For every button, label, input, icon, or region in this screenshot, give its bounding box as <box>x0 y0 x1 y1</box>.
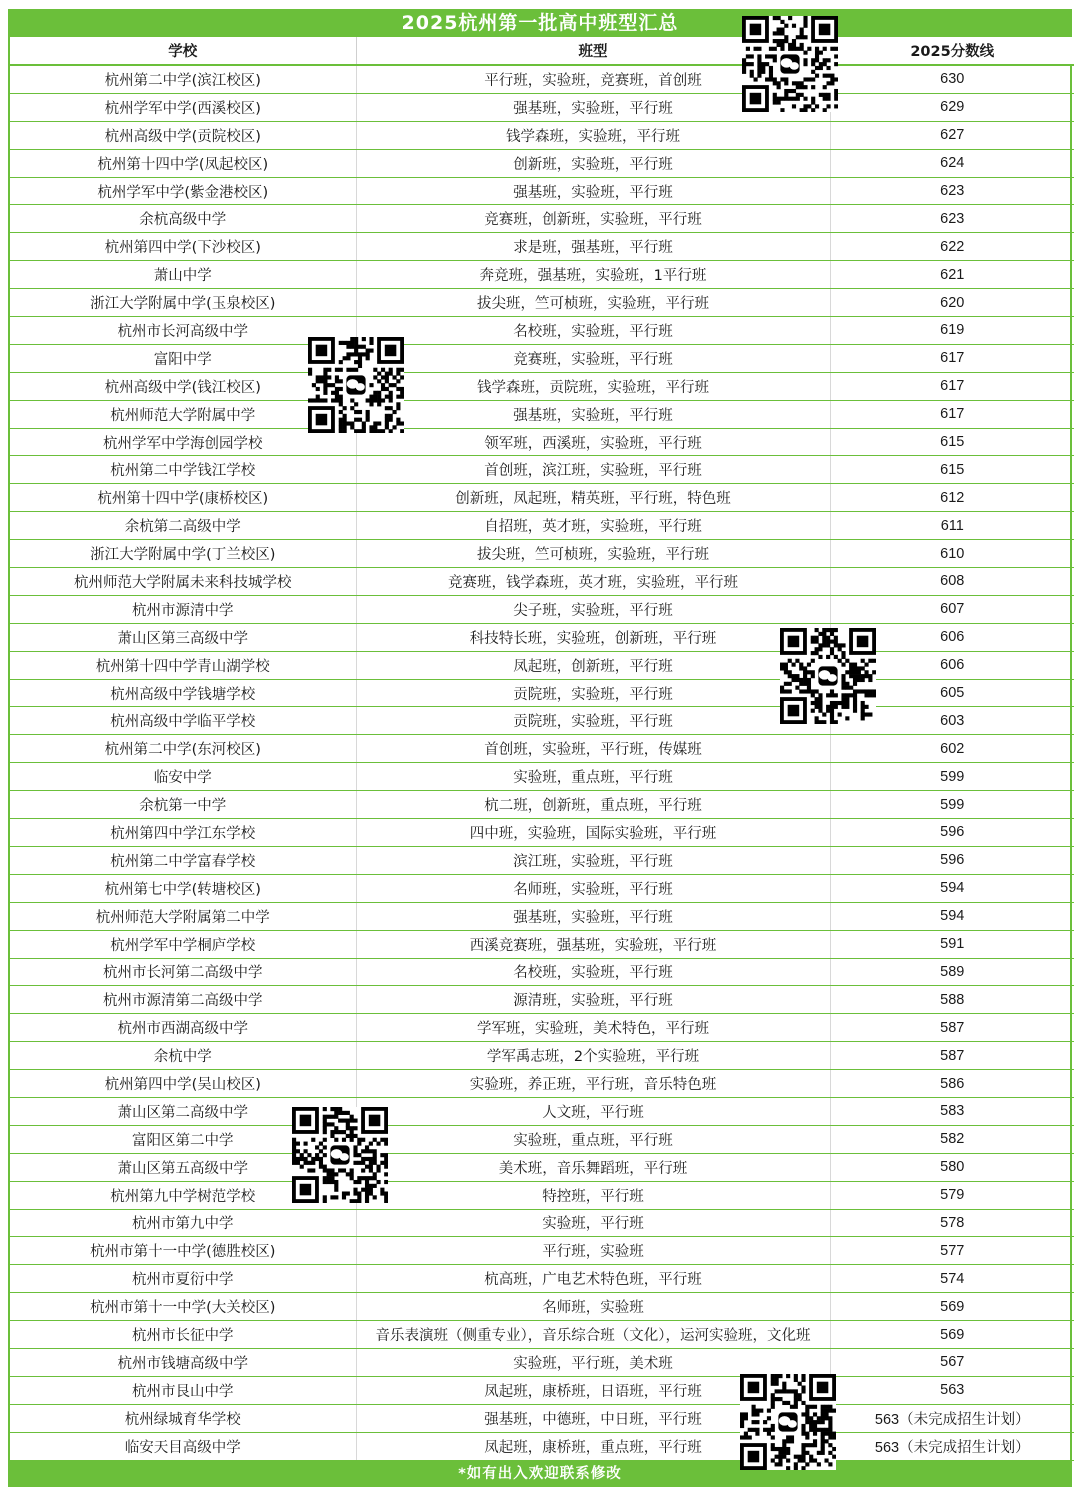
wechat-qr-icon <box>308 337 404 433</box>
class-type-cell: 名师班，实验班 <box>356 1293 830 1321</box>
table-row <box>10 1237 1074 1265</box>
school-name-cell: 萧山区第五高级中学 <box>10 1153 356 1181</box>
table-row <box>10 177 1074 205</box>
class-type-cell: 实验班，养正班，平行班，音乐特色班 <box>356 1070 830 1098</box>
score-line-cell: 617 <box>830 400 1074 428</box>
class-type-cell: 首创班，滨江班，实验班，平行班 <box>356 456 830 484</box>
table-row <box>10 1348 1074 1376</box>
wechat-qr-icon <box>780 628 876 724</box>
table-row <box>10 400 1074 428</box>
school-name-cell: 杭州师范大学附属未来科技城学校 <box>10 568 356 596</box>
table-row <box>10 93 1074 121</box>
table-row <box>10 1209 1074 1237</box>
class-type-cell: 拔尖班，竺可桢班，实验班，平行班 <box>356 289 830 317</box>
score-line-cell: 563（未完成招生计划） <box>830 1432 1074 1460</box>
page-title: 2025杭州第一批高中班型汇总 <box>8 9 1072 37</box>
class-type-cell: 强基班，实验班，平行班 <box>356 93 830 121</box>
score-line-cell: 589 <box>830 958 1074 986</box>
class-type-cell: 竞赛班，钱学森班，英才班，实验班，平行班 <box>356 568 830 596</box>
score-line-cell: 587 <box>830 1042 1074 1070</box>
score-line-cell: 596 <box>830 846 1074 874</box>
class-type-cell: 强基班，实验班，平行班 <box>356 400 830 428</box>
summary-sheet <box>8 9 1072 1487</box>
score-line-cell: 607 <box>830 595 1074 623</box>
score-line-cell: 623 <box>830 177 1074 205</box>
table-row <box>10 679 1074 707</box>
school-name-cell: 萧山中学 <box>10 261 356 289</box>
school-name-cell: 杭州市西湖高级中学 <box>10 1014 356 1042</box>
header-row <box>10 37 1074 65</box>
table-row <box>10 1153 1074 1181</box>
score-line-cell: 624 <box>830 149 1074 177</box>
table-row <box>10 540 1074 568</box>
class-type-cell: 拔尖班，竺可桢班，实验班，平行班 <box>356 540 830 568</box>
table-row <box>10 568 1074 596</box>
score-line-cell: 587 <box>830 1014 1074 1042</box>
table-row <box>10 707 1074 735</box>
table-row <box>10 65 1074 93</box>
school-name-cell: 杭州第七中学(转塘校区) <box>10 874 356 902</box>
table-row <box>10 121 1074 149</box>
class-type-cell: 自招班，英才班，实验班，平行班 <box>356 512 830 540</box>
school-name-cell: 临安天目高级中学 <box>10 1432 356 1460</box>
class-type-cell: 杭高班，广电艺术特色班，平行班 <box>356 1265 830 1293</box>
class-type-cell: 实验班，平行班，美术班 <box>356 1348 830 1376</box>
score-line-cell: 579 <box>830 1181 1074 1209</box>
class-type-cell: 竞赛班，创新班，实验班，平行班 <box>356 205 830 233</box>
school-name-cell: 杭州第四中学(吴山校区) <box>10 1070 356 1098</box>
score-line-cell: 605 <box>830 679 1074 707</box>
table-row <box>10 874 1074 902</box>
table-row <box>10 930 1074 958</box>
class-type-cell: 名校班，实验班，平行班 <box>356 958 830 986</box>
class-type-cell: 音乐表演班（侧重专业），音乐综合班（文化），运河实验班，文化班 <box>356 1321 830 1349</box>
table-row <box>10 289 1074 317</box>
school-name-cell: 杭州第十四中学(凤起校区) <box>10 149 356 177</box>
score-line-cell: 630 <box>830 65 1074 93</box>
score-line-cell: 611 <box>830 512 1074 540</box>
school-name-cell: 杭州第二中学钱江学校 <box>10 456 356 484</box>
score-line-cell: 594 <box>830 902 1074 930</box>
table-row <box>10 344 1074 372</box>
school-name-cell: 杭州市长征中学 <box>10 1321 356 1349</box>
school-name-cell: 杭州第二中学富春学校 <box>10 846 356 874</box>
school-name-cell: 萧山区第三高级中学 <box>10 623 356 651</box>
class-type-cell: 竞赛班，实验班，平行班 <box>356 344 830 372</box>
class-type-cell: 尖子班，实验班，平行班 <box>356 595 830 623</box>
class-type-cell: 钱学森班，贡院班，实验班，平行班 <box>356 372 830 400</box>
table-row <box>10 205 1074 233</box>
table-row <box>10 484 1074 512</box>
class-type-cell: 凤起班，康桥班，重点班，平行班 <box>356 1432 830 1460</box>
school-name-cell: 杭州第二中学(滨江校区) <box>10 65 356 93</box>
class-type-cell: 奔竞班，强基班，实验班，1平行班 <box>356 261 830 289</box>
class-type-cell: 凤起班，康桥班，日语班，平行班 <box>356 1376 830 1404</box>
school-name-cell: 杭州市源清第二高级中学 <box>10 986 356 1014</box>
class-type-cell: 实验班，重点班，平行班 <box>356 1125 830 1153</box>
score-line-cell: 588 <box>830 986 1074 1014</box>
table-body <box>10 65 1074 1460</box>
score-line-cell: 563 <box>830 1376 1074 1404</box>
score-line-cell: 627 <box>830 121 1074 149</box>
school-name-cell: 浙江大学附属中学(丁兰校区) <box>10 540 356 568</box>
score-line-cell: 621 <box>830 261 1074 289</box>
table-row <box>10 428 1074 456</box>
school-name-cell: 杭州学军中学海创园学校 <box>10 428 356 456</box>
table-row <box>10 317 1074 345</box>
class-type-cell: 求是班，强基班，平行班 <box>356 233 830 261</box>
score-line-cell: 586 <box>830 1070 1074 1098</box>
wechat-qr-icon <box>292 1107 388 1203</box>
score-line-cell: 577 <box>830 1237 1074 1265</box>
header-class-type: 班型 <box>356 37 830 65</box>
score-line-cell: 623 <box>830 205 1074 233</box>
score-line-cell: 563（未完成招生计划） <box>830 1404 1074 1432</box>
school-name-cell: 杭州高级中学(贡院校区) <box>10 121 356 149</box>
class-type-cell: 滨江班，实验班，平行班 <box>356 846 830 874</box>
score-line-cell: 606 <box>830 651 1074 679</box>
table-row <box>10 791 1074 819</box>
table-row <box>10 149 1074 177</box>
table-row <box>10 1376 1074 1404</box>
class-type-cell: 源清班，实验班，平行班 <box>356 986 830 1014</box>
school-name-cell: 杭州高级中学钱塘学校 <box>10 679 356 707</box>
school-name-cell: 余杭中学 <box>10 1042 356 1070</box>
class-type-cell: 特控班，平行班 <box>356 1181 830 1209</box>
table-row <box>10 846 1074 874</box>
score-line-cell: 591 <box>830 930 1074 958</box>
class-type-cell: 杭二班，创新班，重点班，平行班 <box>356 791 830 819</box>
score-line-cell: 569 <box>830 1321 1074 1349</box>
school-name-cell: 杭州绿城育华学校 <box>10 1404 356 1432</box>
score-line-cell: 582 <box>830 1125 1074 1153</box>
table-row <box>10 1321 1074 1349</box>
class-type-cell: 强基班，实验班，平行班 <box>356 902 830 930</box>
table-row <box>10 1404 1074 1432</box>
score-line-cell: 610 <box>830 540 1074 568</box>
table-wrapper <box>8 37 1072 1461</box>
school-name-cell: 富阳区第二中学 <box>10 1125 356 1153</box>
class-type-cell: 强基班，中德班，中日班，平行班 <box>356 1404 830 1432</box>
school-name-cell: 临安中学 <box>10 763 356 791</box>
table-row <box>10 1014 1074 1042</box>
school-name-cell: 杭州师范大学附属第二中学 <box>10 902 356 930</box>
table-row <box>10 986 1074 1014</box>
score-line-cell: 583 <box>830 1097 1074 1125</box>
class-type-cell: 名师班，实验班，平行班 <box>356 874 830 902</box>
table-row <box>10 1293 1074 1321</box>
table-row <box>10 902 1074 930</box>
score-line-cell: 578 <box>830 1209 1074 1237</box>
table-row <box>10 1070 1074 1098</box>
score-line-cell: 580 <box>830 1153 1074 1181</box>
class-type-cell: 人文班，平行班 <box>356 1097 830 1125</box>
table-row <box>10 1097 1074 1125</box>
class-type-cell: 首创班，实验班，平行班，传媒班 <box>356 735 830 763</box>
school-name-cell: 杭州学军中学(西溪校区) <box>10 93 356 121</box>
score-line-cell: 608 <box>830 568 1074 596</box>
school-name-cell: 杭州市第九中学 <box>10 1209 356 1237</box>
score-line-cell: 596 <box>830 819 1074 847</box>
score-line-cell: 599 <box>830 763 1074 791</box>
score-line-cell: 629 <box>830 93 1074 121</box>
score-line-cell: 617 <box>830 372 1074 400</box>
class-type-cell: 领军班，西溪班，实验班，平行班 <box>356 428 830 456</box>
table-row <box>10 1432 1074 1460</box>
score-line-cell: 567 <box>830 1348 1074 1376</box>
table-row <box>10 819 1074 847</box>
class-type-cell: 创新班，凤起班，精英班，平行班，特色班 <box>356 484 830 512</box>
class-type-cell: 贡院班，实验班，平行班 <box>356 679 830 707</box>
class-type-cell: 平行班，实验班 <box>356 1237 830 1265</box>
table-row <box>10 1181 1074 1209</box>
table-row <box>10 623 1074 651</box>
score-line-cell: 602 <box>830 735 1074 763</box>
wechat-qr-icon <box>740 1374 836 1470</box>
class-type-cell: 强基班，实验班，平行班 <box>356 177 830 205</box>
score-line-cell: 622 <box>830 233 1074 261</box>
score-line-cell: 603 <box>830 707 1074 735</box>
class-type-cell: 学军禹志班，2个实验班，平行班 <box>356 1042 830 1070</box>
header-school: 学校 <box>10 37 356 65</box>
school-name-cell: 富阳中学 <box>10 344 356 372</box>
class-type-cell: 凤起班，创新班，平行班 <box>356 651 830 679</box>
school-name-cell: 杭州市第十一中学(德胜校区) <box>10 1237 356 1265</box>
score-line-cell: 619 <box>830 317 1074 345</box>
score-line-cell: 615 <box>830 428 1074 456</box>
school-name-cell: 杭州市源清中学 <box>10 595 356 623</box>
school-name-cell: 杭州市长河第二高级中学 <box>10 958 356 986</box>
class-type-cell: 实验班，重点班，平行班 <box>356 763 830 791</box>
school-name-cell: 杭州市钱塘高级中学 <box>10 1348 356 1376</box>
class-type-cell: 实验班，平行班 <box>356 1209 830 1237</box>
table-row <box>10 1265 1074 1293</box>
table-row <box>10 456 1074 484</box>
score-line-cell: 615 <box>830 456 1074 484</box>
wechat-qr-icon <box>742 16 838 112</box>
score-line-cell: 599 <box>830 791 1074 819</box>
class-type-table <box>10 37 1074 1461</box>
class-type-cell: 美术班，音乐舞蹈班，平行班 <box>356 1153 830 1181</box>
class-type-cell: 创新班，实验班，平行班 <box>356 149 830 177</box>
school-name-cell: 杭州第十四中学(康桥校区) <box>10 484 356 512</box>
score-line-cell: 606 <box>830 623 1074 651</box>
score-line-cell: 574 <box>830 1265 1074 1293</box>
school-name-cell: 杭州市艮山中学 <box>10 1376 356 1404</box>
school-name-cell: 浙江大学附属中学(玉泉校区) <box>10 289 356 317</box>
school-name-cell: 余杭高级中学 <box>10 205 356 233</box>
school-name-cell: 杭州市长河高级中学 <box>10 317 356 345</box>
school-name-cell: 余杭第一中学 <box>10 791 356 819</box>
header-score-line: 2025分数线 <box>830 37 1074 65</box>
class-type-cell: 科技特长班，实验班，创新班，平行班 <box>356 623 830 651</box>
school-name-cell: 杭州第二中学(东河校区) <box>10 735 356 763</box>
score-line-cell: 612 <box>830 484 1074 512</box>
footer-note: *如有出入欢迎联系修改 <box>8 1461 1072 1487</box>
class-type-cell: 贡院班，实验班，平行班 <box>356 707 830 735</box>
score-line-cell: 594 <box>830 874 1074 902</box>
table-row <box>10 1125 1074 1153</box>
school-name-cell: 杭州第四中学(下沙校区) <box>10 233 356 261</box>
table-row <box>10 512 1074 540</box>
class-type-cell: 西溪竞赛班，强基班，实验班，平行班 <box>356 930 830 958</box>
school-name-cell: 杭州高级中学(钱江校区) <box>10 372 356 400</box>
table-row <box>10 763 1074 791</box>
class-type-cell: 四中班，实验班，国际实验班，平行班 <box>356 819 830 847</box>
table-row <box>10 958 1074 986</box>
score-line-cell: 569 <box>830 1293 1074 1321</box>
table-row <box>10 233 1074 261</box>
table-row <box>10 261 1074 289</box>
school-name-cell: 余杭第二高级中学 <box>10 512 356 540</box>
school-name-cell: 杭州第十四中学青山湖学校 <box>10 651 356 679</box>
school-name-cell: 杭州师范大学附属中学 <box>10 400 356 428</box>
school-name-cell: 杭州市夏衍中学 <box>10 1265 356 1293</box>
score-line-cell: 617 <box>830 344 1074 372</box>
class-type-cell: 平行班，实验班，竞赛班，首创班 <box>356 65 830 93</box>
class-type-cell: 钱学森班，实验班，平行班 <box>356 121 830 149</box>
school-name-cell: 杭州高级中学临平学校 <box>10 707 356 735</box>
table-row <box>10 595 1074 623</box>
class-type-cell: 学军班，实验班，美术特色，平行班 <box>356 1014 830 1042</box>
table-row <box>10 735 1074 763</box>
table-row <box>10 1042 1074 1070</box>
table-row <box>10 651 1074 679</box>
school-name-cell: 杭州学军中学(紫金港校区) <box>10 177 356 205</box>
school-name-cell: 杭州第九中学树范学校 <box>10 1181 356 1209</box>
score-line-cell: 620 <box>830 289 1074 317</box>
table-row <box>10 372 1074 400</box>
school-name-cell: 萧山区第二高级中学 <box>10 1097 356 1125</box>
school-name-cell: 杭州市第十一中学(大关校区) <box>10 1293 356 1321</box>
school-name-cell: 杭州第四中学江东学校 <box>10 819 356 847</box>
school-name-cell: 杭州学军中学桐庐学校 <box>10 930 356 958</box>
class-type-cell: 名校班，实验班，平行班 <box>356 317 830 345</box>
